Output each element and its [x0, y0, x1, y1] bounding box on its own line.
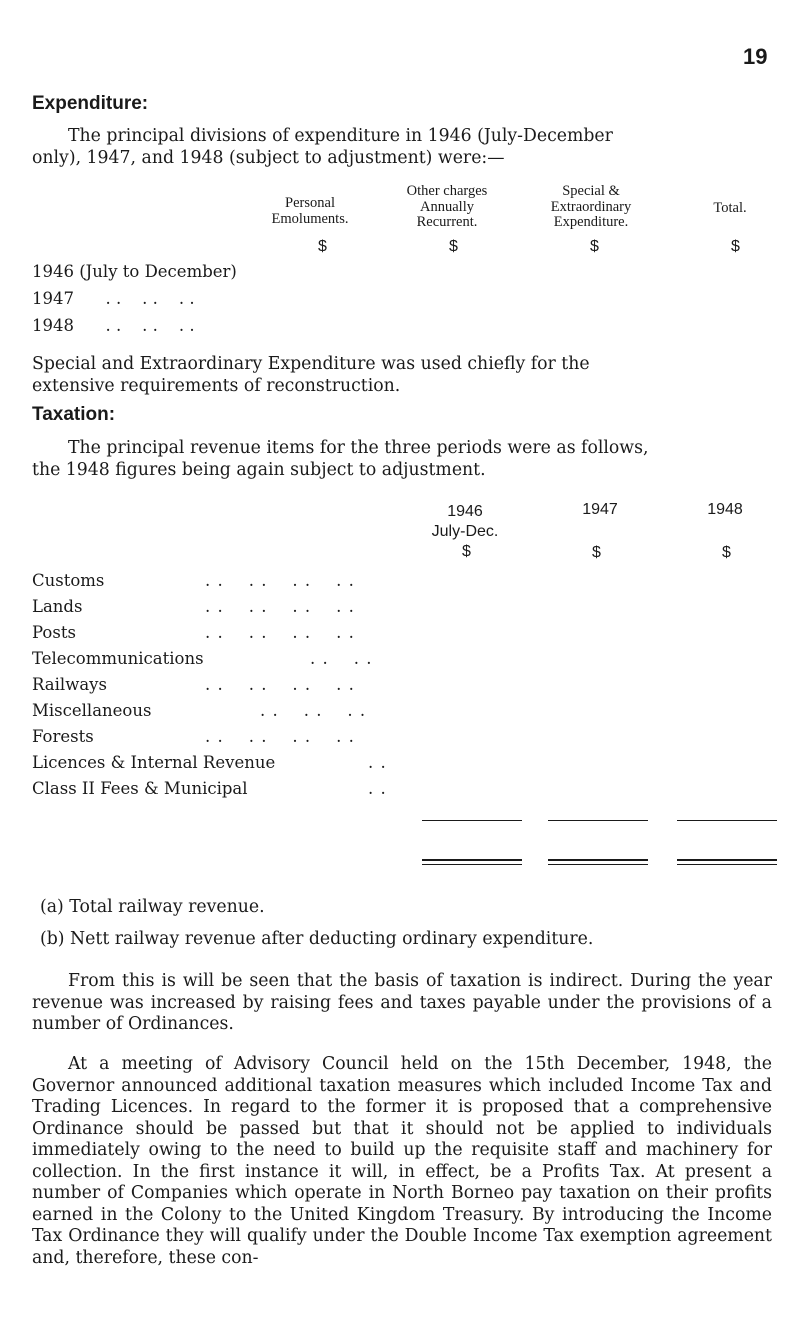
- expenditure-col-header-total: Total.: [713, 200, 747, 216]
- double-rule-1946-b: [422, 864, 522, 865]
- double-rule-1947-b: [548, 864, 648, 865]
- taxation-intro-line2: the 1948 figures being again subject to adjustment.: [32, 459, 486, 480]
- expenditure-heading: Expenditure:: [32, 93, 149, 114]
- double-rule-1946: [422, 859, 522, 861]
- page-number: 19: [743, 44, 768, 69]
- expenditure-currency-total: $: [731, 238, 740, 255]
- taxation-col-header-1948: 1948: [707, 501, 743, 518]
- expenditure-note: [32, 354, 772, 397]
- paragraph-advisory-council: At a meeting of Advisory Council held on the 15th December, 1948, the Governor announced additional taxation measures which included Income Tax and Trading Licences. In regard to the former it is proposed that a comprehensive Ordinance should be passed but that it should not be applied to individuals immediately owing to the need to build up the requisite staff and machinery for collection. In the first instance it will, in effect, be a Profits Tax. At present a number of Companies which operate in North Borneo pay taxation on their profits earned in the Colony to the United Kingdom Treasury. By introducing the Income Tax Ordinance they will qualify under the Double Income Tax exemption agreement and, therefore, these con-: [32, 1054, 772, 1268]
- expenditure-currency-personal: $: [318, 238, 327, 255]
- expenditure-row-label: 1946 (July to December): [32, 262, 237, 281]
- taxation-intro-line1: The principal revenue items for the three periods were as follows,: [68, 438, 649, 458]
- double-rule-1948-b: [677, 864, 777, 865]
- total-rule-1947: [548, 820, 648, 821]
- expenditure-currency-special: $: [590, 238, 599, 255]
- total-rule-1948: [677, 820, 777, 821]
- taxation-currency-1947: $: [592, 544, 601, 561]
- taxation-currency-1946: $: [462, 543, 471, 560]
- paragraph-basis-of-taxation: From this is will be seen that the basis of taxation is indirect. During the year revenue was increased by raising fees and taxes payable under the provisions of a number of Ordinances.: [32, 971, 772, 1034]
- expenditure-intro: [32, 126, 772, 169]
- expenditure-intro-line2: only), 1947, and 1948 (subject to adjustment) were:—: [32, 147, 505, 168]
- footnote-a: (a) Total railway revenue.: [40, 897, 265, 917]
- expenditure-col-header-other: Other charges Annually Recurrent.: [406, 183, 488, 230]
- taxation-heading: Taxation:: [32, 404, 116, 425]
- expenditure-currency-other: $: [449, 238, 458, 255]
- expenditure-note-line2: extensive requirements of reconstruction.: [32, 375, 401, 396]
- taxation-col-header-1947: 1947: [582, 501, 618, 518]
- expenditure-intro-line1: The principal divisions of expenditure in 1946 (July-December: [68, 126, 613, 146]
- expenditure-note-line1: Special and Extraordinary Expenditure was used chiefly for the: [32, 354, 590, 374]
- double-rule-1947: [548, 859, 648, 861]
- taxation-currency-1948: $: [722, 544, 731, 561]
- expenditure-col-header-personal: Personal Emoluments.: [271, 195, 349, 227]
- double-rule-1948: [677, 859, 777, 861]
- expenditure-row-label: 1948 . . . . . .: [32, 316, 195, 335]
- taxation-col-header-1946: 1946 July-Dec.: [431, 503, 499, 540]
- taxation-intro: [32, 438, 772, 481]
- expenditure-col-header-special: Special & Extraordinary Expenditure.: [550, 183, 632, 230]
- footnote-b: (b) Nett railway revenue after deducting ordinary expenditure.: [40, 929, 594, 949]
- total-rule-1946: [422, 820, 522, 821]
- expenditure-row-label: 1947 . . . . . .: [32, 289, 195, 308]
